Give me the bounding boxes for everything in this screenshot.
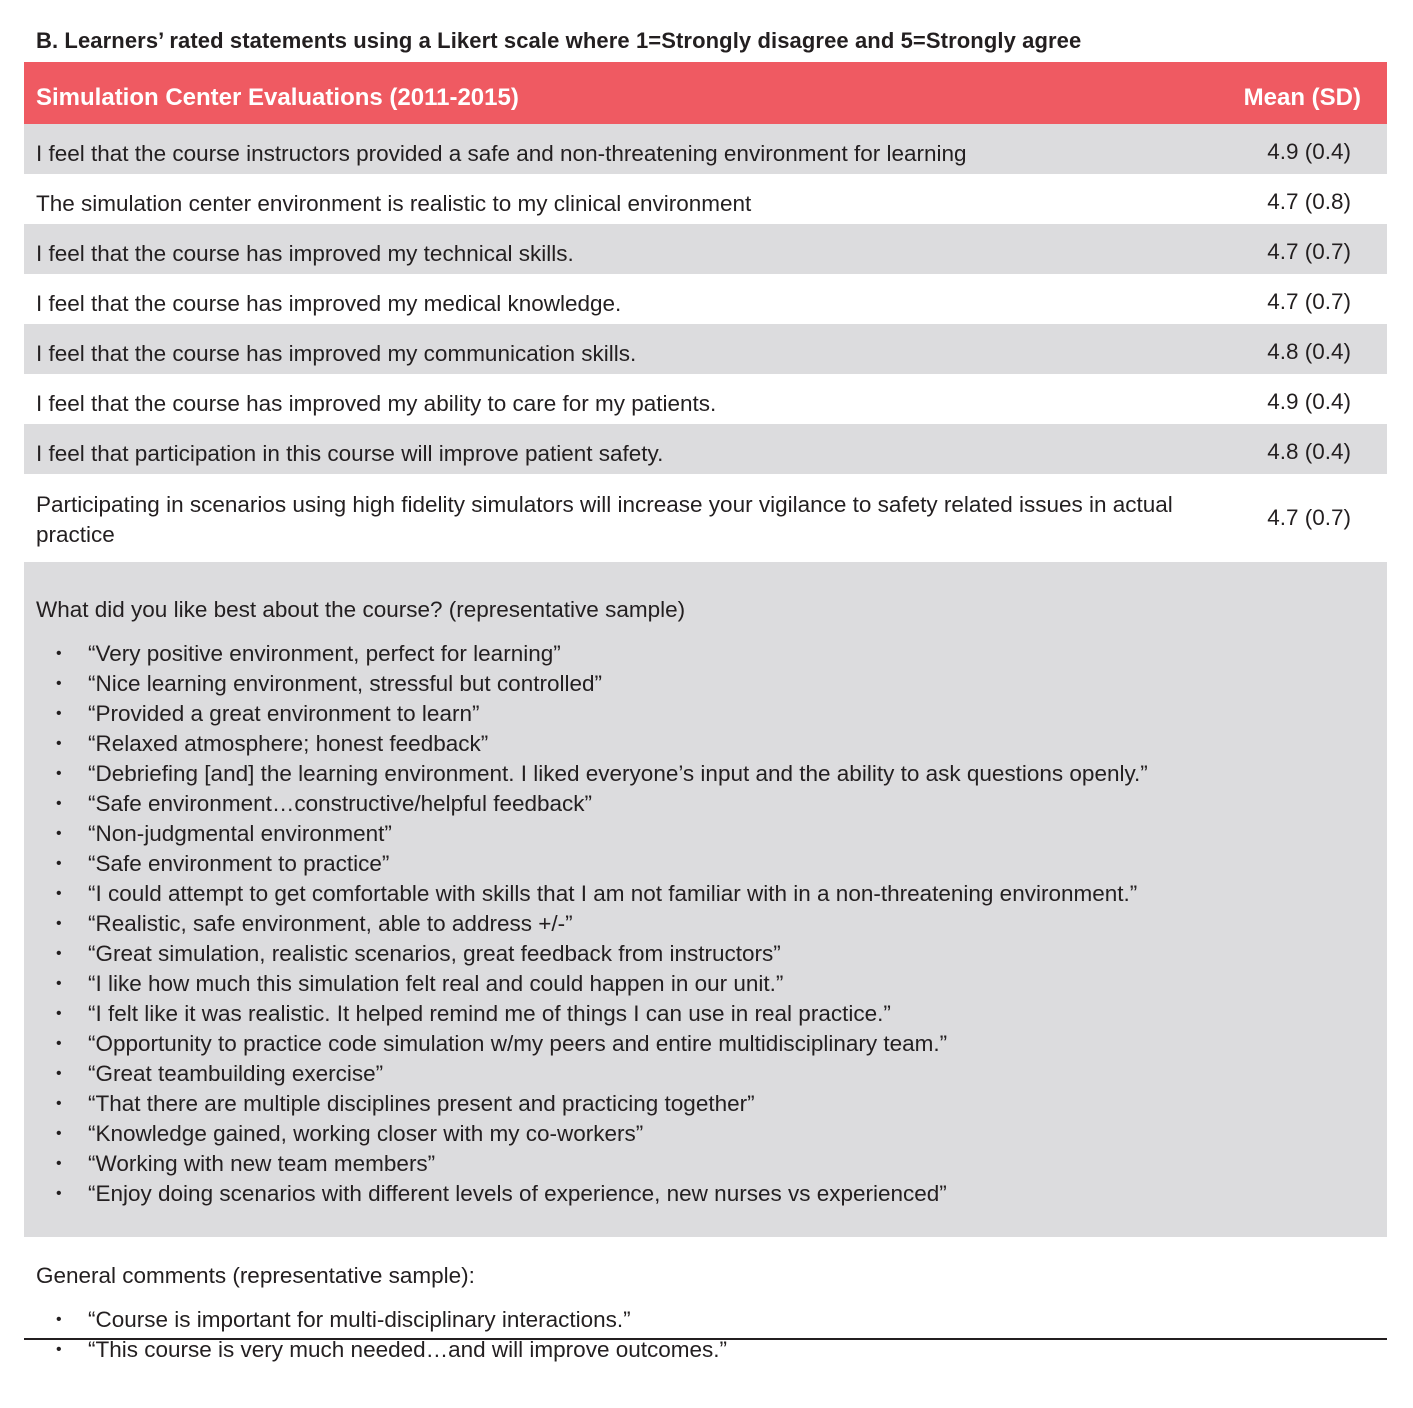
comment-text: “I like how much this simulation felt real and could happen in our unit.” bbox=[88, 971, 784, 996]
table-caption: B. Learners’ rated statements using a Likert scale where 1=Strongly disagree and 5=Strongly agree bbox=[36, 28, 1082, 53]
statement-cell: The simulation center environment is realistic to my clinical environment bbox=[36, 191, 752, 216]
header-mean-sd: Mean (SD) bbox=[1243, 84, 1361, 111]
general-comments-list bbox=[56, 1305, 727, 1365]
comment-text: “I felt like it was realistic. It helped remind me of things I can use in real practice.” bbox=[88, 1001, 891, 1026]
list-item bbox=[56, 969, 1148, 999]
bullet-icon: • bbox=[56, 765, 62, 782]
list-item bbox=[56, 819, 1148, 849]
evaluation-table bbox=[24, 62, 1387, 1367]
bullet-icon: • bbox=[56, 1125, 62, 1142]
comment-text: “Enjoy doing scenarios with different levels of experience, new nurses vs experienced” bbox=[88, 1181, 947, 1206]
bullet-icon: • bbox=[56, 735, 62, 752]
bullet-icon: • bbox=[56, 705, 62, 722]
bottom-rule bbox=[24, 1338, 1387, 1340]
mean-cell: 4.7 (0.8) bbox=[1267, 189, 1351, 214]
statement-cell: I feel that the course instructors provided a safe and non-threatening environment for learning bbox=[36, 141, 967, 166]
statement-cell: I feel that participation in this course will improve patient safety. bbox=[36, 441, 664, 466]
list-item bbox=[56, 699, 1148, 729]
list-item bbox=[56, 789, 1148, 819]
bullet-icon: • bbox=[56, 1065, 62, 1082]
bullet-icon: • bbox=[56, 1311, 62, 1328]
liked-best-section bbox=[24, 562, 1387, 1237]
comment-text: “Safe environment to practice” bbox=[88, 851, 390, 876]
list-item bbox=[56, 849, 1148, 879]
bullet-icon: • bbox=[56, 1035, 62, 1052]
table-row bbox=[24, 374, 1387, 424]
mean-cell: 4.7 (0.7) bbox=[1267, 289, 1351, 314]
header-evaluations: Simulation Center Evaluations (2011-2015) bbox=[36, 84, 519, 111]
list-item bbox=[56, 1305, 727, 1335]
comment-text: “Relaxed atmosphere; honest feedback” bbox=[88, 731, 489, 756]
comment-text: “Safe environment…constructive/helpful feedback” bbox=[88, 791, 593, 816]
table-row bbox=[24, 124, 1387, 174]
list-item bbox=[56, 669, 1148, 699]
comment-text: “Nice learning environment, stressful but controlled” bbox=[88, 671, 602, 696]
list-item bbox=[56, 999, 1148, 1029]
bullet-icon: • bbox=[56, 915, 62, 932]
mean-cell: 4.9 (0.4) bbox=[1267, 389, 1351, 414]
list-item bbox=[56, 1089, 1148, 1119]
statement-cell: Participating in scenarios using high fidelity simulators will increase your vigilance to safety related issues in actual practice bbox=[36, 492, 1173, 547]
statement-cell: I feel that the course has improved my medical knowledge. bbox=[36, 291, 622, 316]
mean-cell: 4.7 (0.7) bbox=[1267, 239, 1351, 264]
comment-text: “Non-judgmental environment” bbox=[88, 821, 392, 846]
list-item bbox=[56, 1029, 1148, 1059]
comment-text: “Provided a great environment to learn” bbox=[88, 701, 480, 726]
bullet-icon: • bbox=[56, 945, 62, 962]
bullet-icon: • bbox=[56, 975, 62, 992]
bullet-icon: • bbox=[56, 1185, 62, 1202]
list-item bbox=[56, 1149, 1148, 1179]
comment-text: “Working with new team members” bbox=[88, 1151, 436, 1176]
comment-text: “Realistic, safe environment, able to address +/-” bbox=[88, 911, 573, 936]
comment-text: “Very positive environment, perfect for learning” bbox=[88, 641, 561, 666]
list-item bbox=[56, 909, 1148, 939]
general-comments-section bbox=[24, 1237, 1387, 1367]
bullet-icon: • bbox=[56, 1005, 62, 1022]
list-item bbox=[56, 1119, 1148, 1149]
bullet-icon: • bbox=[56, 885, 62, 902]
comment-text: “I could attempt to get comfortable with skills that I am not familiar with in a non-threatening environment.” bbox=[88, 881, 1138, 906]
general-comments-question: General comments (representative sample): bbox=[36, 1263, 475, 1288]
mean-cell: 4.8 (0.4) bbox=[1267, 339, 1351, 364]
comment-text: “Opportunity to practice code simulation w/my peers and entire multidisciplinary team.” bbox=[88, 1031, 948, 1056]
list-item bbox=[56, 939, 1148, 969]
list-item bbox=[56, 1179, 1148, 1209]
mean-cell: 4.8 (0.4) bbox=[1267, 439, 1351, 464]
comment-text: “Course is important for multi-disciplinary interactions.” bbox=[88, 1307, 631, 1332]
table-header bbox=[24, 62, 1387, 124]
comment-text: “Knowledge gained, working closer with my co-workers” bbox=[88, 1121, 644, 1146]
comment-text: “That there are multiple disciplines present and practicing together” bbox=[88, 1091, 755, 1116]
list-item bbox=[56, 729, 1148, 759]
mean-cell: 4.9 (0.4) bbox=[1267, 139, 1351, 164]
table-row bbox=[24, 424, 1387, 474]
bullet-icon: • bbox=[56, 645, 62, 662]
statement-cell: I feel that the course has improved my ability to care for my patients. bbox=[36, 391, 717, 416]
mean-cell: 4.7 (0.7) bbox=[1267, 505, 1351, 530]
bullet-icon: • bbox=[56, 1341, 62, 1358]
table-row bbox=[24, 224, 1387, 274]
statement-cell: I feel that the course has improved my communication skills. bbox=[36, 341, 637, 366]
list-item bbox=[56, 759, 1148, 789]
comment-text: “This course is very much needed…and will improve outcomes.” bbox=[88, 1337, 727, 1362]
bullet-icon: • bbox=[56, 795, 62, 812]
bullet-icon: • bbox=[56, 825, 62, 842]
table-row bbox=[24, 174, 1387, 224]
statement-cell: I feel that the course has improved my technical skills. bbox=[36, 241, 574, 266]
liked-best-question: What did you like best about the course? (representative sample) bbox=[36, 597, 686, 622]
comment-text: “Debriefing [and] the learning environment. I liked everyone’s input and the ability to ask questions openly.” bbox=[88, 761, 1148, 786]
table-row bbox=[24, 324, 1387, 374]
table-row bbox=[24, 474, 1387, 562]
bullet-icon: • bbox=[56, 1155, 62, 1172]
list-item bbox=[56, 1059, 1148, 1089]
table-row bbox=[24, 274, 1387, 324]
list-item bbox=[56, 639, 1148, 669]
comment-text: “Great simulation, realistic scenarios, great feedback from instructors” bbox=[88, 941, 781, 966]
comment-text: “Great teambuilding exercise” bbox=[88, 1061, 384, 1086]
bullet-icon: • bbox=[56, 1095, 62, 1112]
bullet-icon: • bbox=[56, 855, 62, 872]
bullet-icon: • bbox=[56, 675, 62, 692]
list-item bbox=[56, 879, 1148, 909]
liked-best-list bbox=[56, 639, 1148, 1209]
